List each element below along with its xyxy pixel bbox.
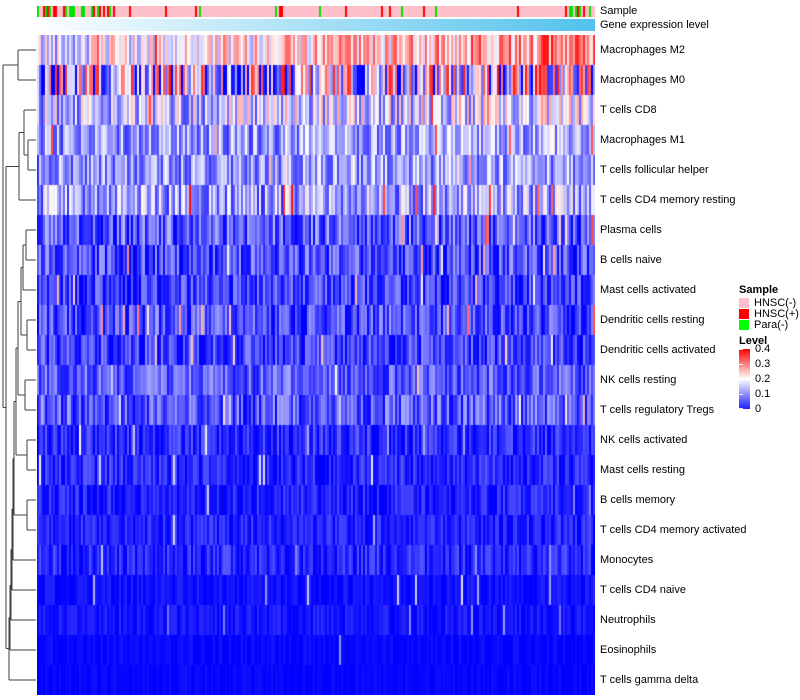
row-label: Dendritic cells activated: [600, 344, 716, 356]
row-label: T cells CD4 naive: [600, 584, 686, 596]
level-tick-label: 0.2: [755, 373, 771, 385]
row-label: T cells CD8: [600, 104, 657, 116]
legend-sample-title: Sample: [739, 284, 779, 296]
row-label: B cells memory: [600, 494, 676, 506]
legend-item-label: Para(-): [754, 319, 789, 331]
row-label: Macrophages M1: [600, 134, 685, 146]
row-label: Monocytes: [600, 554, 654, 566]
legend-swatch-para-neg: [739, 320, 749, 330]
level-tick-label: 0.4: [755, 343, 771, 355]
level-bar-tick: [739, 364, 743, 365]
level-bar-tick: [739, 394, 743, 395]
legend-item-label: HNSC(-): [754, 297, 797, 309]
row-label: NK cells resting: [600, 374, 677, 386]
level-tick-label: 0.3: [755, 358, 771, 370]
heatmap-canvas: [37, 35, 595, 695]
row-dendrogram: [2, 35, 36, 695]
row-label: Mast cells activated: [600, 284, 696, 296]
gene-expression-bar-label: Gene expression level: [600, 19, 709, 31]
legend-swatch-hnsc-pos: [739, 309, 749, 319]
level-tick-label: 0.1: [755, 388, 771, 400]
legend-swatch-hnsc-neg: [739, 298, 749, 308]
row-label: T cells follicular helper: [600, 164, 709, 176]
row-label: Macrophages M0: [600, 74, 685, 86]
row-label: NK cells activated: [600, 434, 688, 446]
row-label: Macrophages M2: [600, 44, 685, 56]
level-bar-tick: [739, 408, 743, 409]
sample-bar-label: Sample: [600, 5, 638, 17]
row-label: T cells CD4 memory activated: [600, 524, 747, 536]
level-bar-tick: [739, 379, 743, 380]
gene-expression-gradient-bar: [37, 19, 595, 31]
row-label: Neutrophils: [600, 614, 656, 626]
row-label: Eosinophils: [600, 644, 657, 656]
row-label: Mast cells resting: [600, 464, 685, 476]
legend-item-label: HNSC(+): [754, 308, 799, 320]
sample-annotation-bar: [37, 6, 595, 17]
level-bar-tick: [739, 349, 743, 350]
row-label: T cells regulatory Tregs: [600, 404, 715, 416]
row-label: T cells gamma delta: [600, 674, 699, 686]
row-label: Plasma cells: [600, 224, 662, 236]
level-gradient-bar: [739, 349, 750, 409]
legend: [739, 284, 800, 424]
level-tick-label: 0: [755, 403, 762, 415]
legend-level-title: Level: [739, 335, 768, 347]
row-label: T cells CD4 memory resting: [600, 194, 736, 206]
row-label: B cells naive: [600, 254, 662, 266]
row-label: Dendritic cells resting: [600, 314, 705, 326]
